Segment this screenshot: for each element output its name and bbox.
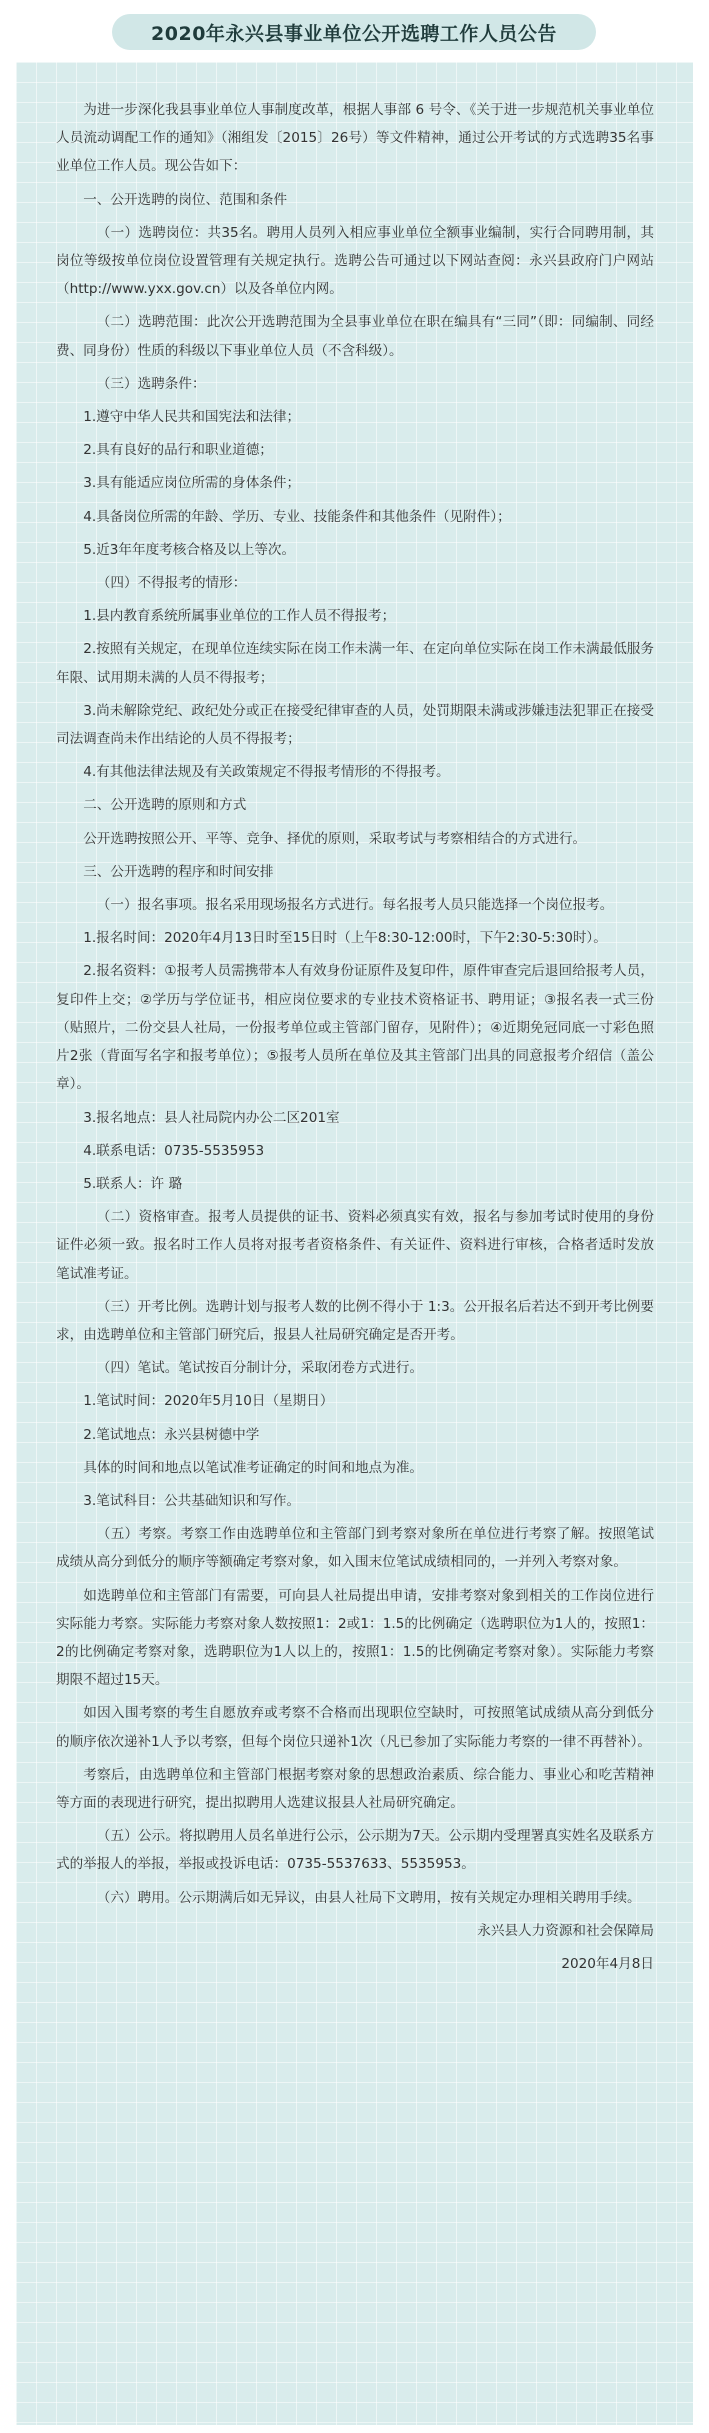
paragraph: （五）考察。考察工作由选聘单位和主管部门到考察对象所在单位进行考察了解。按照笔试成绩从高分到低分的顺序等额确定考察对象，如入围末位笔试成绩相同的，一并列入考察对象。	[56, 1526, 654, 1571]
paragraph: （五）公示。将拟聘用人员名单进行公示，公示期为7天。公示期内受理署真实姓名及联系方式的举报人的举报，举报或投诉电话：0735-5537633、5535953。	[56, 1828, 654, 1873]
paragraph: 5.近3年年度考核合格及以上等次。	[83, 541, 296, 558]
paragraph: 3.具有能适应岗位所需的身体条件；	[83, 475, 301, 492]
signature-date: 2020年4月8日	[561, 1955, 654, 1972]
paragraph: （四）不得报考的情形：	[96, 575, 247, 592]
paragraph: （六）聘用。公示期满后如无异议，由县人社局下文聘用，按有关规定办理相关聘用手续。	[96, 1889, 641, 1906]
paragraph: （一）报名事项。报名采用现场报名方式进行。每名报考人员只能选择一个岗位报考。	[96, 897, 614, 914]
paragraph: 4.联系电话：0735-5535953	[83, 1142, 265, 1159]
page-title: 2020年永兴县事业单位公开选聘工作人员公告	[151, 22, 557, 45]
paragraph: 3.报名地点：县人社局院内办公二区201室	[83, 1109, 340, 1126]
paragraph: 考察后，由选聘单位和主管部门根据考察对象的思想政治素质、综合能力、事业心和吃苦精神等方面的表现进行研究，提出拟聘用人选建议报县人社局研究确定。	[56, 1766, 654, 1811]
paragraph: （三）选聘条件：	[96, 375, 206, 392]
paragraph: 2.具有良好的品行和职业道德；	[83, 442, 273, 459]
signature-org: 永兴县人力资源和社会保障局	[477, 1922, 654, 1939]
paragraph: 一、公开选聘的岗位、范围和条件	[83, 191, 288, 208]
paragraph: 公开选聘按照公开、平等、竞争、择优的原则，采取考试与考察相结合的方式进行。	[83, 830, 587, 847]
paragraph: 为进一步深化我县事业单位人事制度改革，根据人事部 6 号令、《关于进一步规范机关事业单位人员流动调配工作的通知》（湘组发〔2015〕26号）等文件精神，通过公开考试的方式选聘35名事业单位工作人员。现公告如下：	[56, 102, 654, 175]
paragraph: 4.有其他法律法规及有关政策规定不得报考情形的不得报考。	[83, 764, 450, 781]
paragraph: 2.按照有关规定，在现单位连续实际在岗工作未满一年、在定向单位实际在岗工作未满最低服务年限、试用期未满的人员不得报考；	[56, 641, 654, 686]
paragraph: （二）资格审查。报考人员提供的证书、资料必须真实有效，报名与参加考试时使用的身份证件必须一致。报名时工作人员将对报考者资格条件、有关证件、资料进行审核，合格者适时发放笔试准考证。	[56, 1209, 654, 1282]
paragraph: （二）选聘范围：此次公开选聘范围为全县事业单位在职在编具有“三同”（即：同编制、同经费、同身份）性质的科级以下事业单位人员（不含科级）。	[56, 314, 654, 359]
paragraph: （四）笔试。笔试按百分制计分，采取闭卷方式进行。	[96, 1360, 424, 1377]
title-banner	[112, 14, 596, 50]
paragraph: 1.笔试时间：2020年5月10日（星期日）	[83, 1393, 334, 1410]
paragraph: 4.具备岗位所需的年龄、学历、专业、技能条件和其他条件（见附件）；	[83, 508, 511, 525]
paragraph: 1.遵守中华人民共和国宪法和法律；	[83, 409, 301, 426]
paragraph: 2.报名资料：①报考人员需携带本人有效身份证原件及复印件，原件审查完后退回给报考人员，复印件上交；②学历与学位证书，相应岗位要求的专业技术资格证书、聘用证；③报名表一式三份（贴照片，二份交县人社局，一份报考单位或主管部门留存，见附件）；④近期免冠同底一寸彩色照片2张（背面写名字和报考单位）；⑤报考人员所在单位及其主管部门出具的同意报考介绍信（盖公章）。	[56, 963, 654, 1093]
paragraph: 具体的时间和地点以笔试准考证确定的时间和地点为准。	[83, 1459, 424, 1476]
paragraph: （三）开考比例。选聘计划与报考人数的比例不得小于 1:3。公开报名后若达不到开考比例要求，由选聘单位和主管部门研究后，报县人社局研究确定是否开考。	[56, 1298, 654, 1343]
paragraph: 1.县内教育系统所属事业单位的工作人员不得报考；	[83, 608, 396, 625]
paragraph: 三、公开选聘的程序和时间安排	[83, 863, 274, 880]
paragraph: 如因入围考察的考生自愿放弃或考察不合格而出现职位空缺时，可按照笔试成绩从高分到低分的顺序依次递补1人予以考察，但每个岗位只递补1次（凡已参加了实际能力考察的一律不再替补）。	[56, 1705, 654, 1750]
paragraph: 3.笔试科目：公共基础知识和写作。	[83, 1492, 301, 1509]
paragraph: （一）选聘岗位：共35名。聘用人员列入相应事业单位全额事业编制，实行合同聘用制，其岗位等级按单位岗位设置管理有关规定执行。选聘公告可通过以下网站查阅：永兴县政府门户网站（http://www.yxx.gov.cn）以及各单位内网。	[56, 224, 654, 298]
paragraph: 3.尚未解除党纪、政纪处分或正在接受纪律审查的人员，处罚期限未满或涉嫌违法犯罪正在接受司法调查尚未作出结论的人员不得报考；	[56, 702, 654, 748]
paragraph: 1.报名时间：2020年4月13日时至15日时（上午8:30-12:00时，下午2:30-5:30时）。	[83, 930, 607, 947]
notice-body	[56, 96, 654, 1983]
paragraph: 5.联系人：许 璐	[83, 1175, 183, 1192]
paragraph: 如选聘单位和主管部门有需要，可向县人社局提出申请，安排考察对象到相关的工作岗位进行实际能力考察。实际能力考察对象人数按照1：2或1：1.5的比例确定（选聘职位为1人的，按照1：2的比例确定考察对象，选聘职位为1人以上的，按照1：1.5的比例确定考察对象）。实际能力考察期限不超过15天。	[56, 1587, 654, 1689]
paragraph: 2.笔试地点：永兴县树德中学	[83, 1426, 260, 1443]
paragraph: 二、公开选聘的原则和方式	[83, 797, 247, 814]
